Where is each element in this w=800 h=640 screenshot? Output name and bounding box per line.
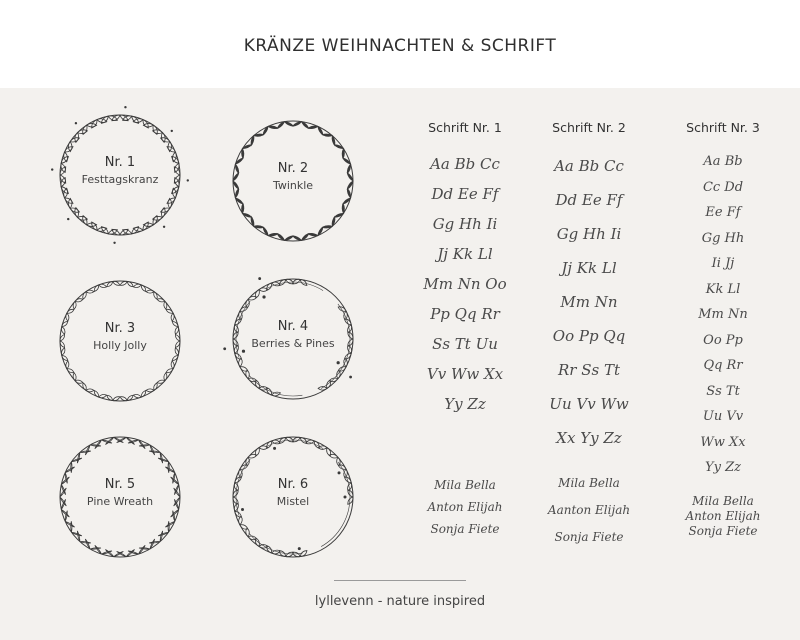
alphabet-line: Gg Hh Ii bbox=[432, 215, 498, 233]
leaf-icon bbox=[241, 203, 244, 213]
berry-icon bbox=[124, 106, 126, 108]
leaf-icon bbox=[248, 377, 258, 382]
leaf-icon bbox=[98, 394, 106, 399]
wreath-2-label bbox=[218, 160, 368, 194]
berry-icon bbox=[337, 361, 340, 364]
wreath-number: Nr. 1 bbox=[104, 155, 136, 170]
wreath-name: Festtagskranz bbox=[81, 173, 159, 186]
alphabet-line: Aa Bb Cc bbox=[430, 155, 500, 173]
berry-icon bbox=[163, 226, 165, 228]
name-sample: Sonja Fiete bbox=[688, 524, 758, 538]
wreath-name: Berries & Pines bbox=[251, 337, 335, 350]
leaf-icon bbox=[318, 387, 327, 391]
alphabet-line: Kk Ll bbox=[705, 281, 741, 297]
name-sample: Anton Elijah bbox=[685, 509, 761, 523]
font-header: Schrift Nr. 2 bbox=[552, 120, 626, 135]
alphabet-sample bbox=[400, 149, 530, 419]
wreath-number: Nr. 4 bbox=[277, 319, 309, 334]
alphabet-line: Ii Jj bbox=[711, 256, 735, 271]
name-sample: Anton Elijah bbox=[427, 500, 503, 514]
leaf-icon bbox=[153, 382, 159, 391]
alphabet-sample bbox=[524, 149, 654, 455]
alphabet-line: Mm Nn bbox=[698, 307, 748, 322]
header-band bbox=[0, 0, 800, 88]
leaf-icon bbox=[168, 462, 169, 473]
leaf-icon bbox=[71, 521, 72, 532]
alphabet-line: Gg Hh bbox=[701, 230, 745, 246]
name-samples-3 bbox=[648, 494, 798, 539]
leaf-icon bbox=[98, 283, 106, 288]
alphabet-line: Qq Rr bbox=[703, 358, 743, 373]
leaf-icon bbox=[308, 233, 318, 237]
name-sample: Mila Bella bbox=[692, 494, 754, 508]
alphabet-line: Gg Hh Ii bbox=[556, 225, 622, 243]
footer-tagline: lyllevenn - nature inspired bbox=[314, 594, 486, 609]
wreath-number: Nr. 3 bbox=[104, 321, 136, 336]
leaf-icon bbox=[86, 290, 94, 293]
wreath-name: Mistel bbox=[276, 495, 310, 508]
name-samples-2 bbox=[514, 470, 664, 551]
leaf-icon bbox=[90, 547, 101, 549]
alphabet-line: Yy Zz bbox=[705, 460, 741, 475]
berry-icon bbox=[349, 376, 352, 379]
font-column-1 bbox=[400, 120, 530, 419]
berry-icon bbox=[273, 447, 276, 450]
berry-icon bbox=[262, 295, 265, 298]
wreath-4-label bbox=[218, 318, 368, 352]
leaf-icon bbox=[75, 298, 83, 303]
wreath-number: Nr. 2 bbox=[277, 161, 309, 176]
wreath-1-label bbox=[45, 154, 195, 188]
leaf-icon bbox=[65, 361, 69, 369]
leaf-icon bbox=[268, 125, 278, 129]
wreath-5 bbox=[45, 422, 195, 572]
name-sample: Mila Bella bbox=[434, 478, 496, 492]
name-sample: Mila Bella bbox=[558, 476, 620, 490]
berry-icon bbox=[67, 218, 69, 220]
alphabet-line: Aa Bb bbox=[703, 154, 743, 169]
name-sample: Aanton Elijah bbox=[547, 503, 631, 517]
alphabet-line: Ss Tt Uu bbox=[432, 335, 498, 353]
wreath-name: Twinkle bbox=[272, 179, 314, 192]
leaf-icon bbox=[73, 301, 77, 309]
wreath-3 bbox=[45, 266, 195, 416]
wreath-name: Pine Wreath bbox=[86, 495, 154, 508]
wreath-4 bbox=[218, 264, 368, 414]
berry-icon bbox=[171, 130, 173, 132]
leaf-icon bbox=[250, 135, 255, 145]
leaf-icon bbox=[139, 444, 150, 446]
leaf-icon bbox=[248, 535, 258, 540]
berry-icon bbox=[298, 547, 301, 550]
wreath-1 bbox=[45, 100, 195, 250]
alphabet-line: Oo Pp Qq bbox=[552, 327, 626, 345]
footer-divider bbox=[334, 580, 466, 581]
leaf-icon bbox=[268, 233, 278, 237]
alphabet-line: Ww Xx bbox=[700, 434, 746, 450]
leaf-icon bbox=[342, 149, 345, 159]
wreath-6 bbox=[218, 422, 368, 572]
berry-icon bbox=[258, 277, 261, 280]
leaf-icon bbox=[331, 216, 336, 226]
alphabet-line: Cc Dd bbox=[702, 179, 744, 195]
leaf-icon bbox=[265, 282, 273, 291]
alphabet-line: Pp Qq Rr bbox=[430, 305, 500, 323]
font-column-2 bbox=[524, 120, 654, 455]
wreath-5-label bbox=[45, 476, 195, 510]
leaf-icon bbox=[171, 361, 175, 369]
leaf-icon bbox=[163, 301, 167, 309]
leaf-icon bbox=[163, 373, 167, 381]
font-header: Schrift Nr. 1 bbox=[428, 120, 502, 135]
alphabet-line: Dd Ee Ff bbox=[431, 185, 499, 203]
leaf-icon bbox=[157, 298, 165, 303]
leaf-icon bbox=[168, 521, 169, 532]
leaf-icon bbox=[90, 444, 101, 446]
alphabet-line: Ss Tt bbox=[706, 383, 740, 399]
leaf-icon bbox=[139, 547, 150, 549]
font-column-3 bbox=[658, 120, 788, 481]
alphabet-line: Oo Pp bbox=[703, 332, 743, 348]
leaf-icon bbox=[157, 379, 165, 384]
alphabet-line: Mm Nn Oo bbox=[423, 275, 507, 293]
leaf-icon bbox=[146, 290, 154, 293]
wreath-2 bbox=[218, 106, 368, 256]
leaf-icon bbox=[75, 379, 83, 384]
alphabet-line: Rr Ss Tt bbox=[557, 361, 620, 379]
name-sample: Sonja Fiete bbox=[554, 530, 624, 544]
berry-icon bbox=[75, 122, 77, 124]
leaf-icon bbox=[241, 149, 244, 159]
alphabet-line: Jj Kk Ll bbox=[437, 245, 493, 263]
leaf-icon bbox=[86, 389, 94, 392]
wreath-3-label bbox=[45, 320, 195, 354]
leaf-icon bbox=[329, 453, 339, 458]
alphabet-line: Aa Bb Cc bbox=[554, 157, 624, 175]
leaf-icon bbox=[82, 291, 88, 300]
wreath-6-label bbox=[218, 476, 368, 510]
alphabet-line: Mm Nn bbox=[560, 293, 618, 311]
wreath-number: Nr. 6 bbox=[277, 477, 309, 492]
alphabet-line: Yy Zz bbox=[444, 395, 486, 413]
leaf-icon bbox=[250, 216, 255, 226]
alphabet-line: Vv Ww Xx bbox=[426, 365, 504, 383]
wreath-name: Holly Jolly bbox=[93, 339, 147, 352]
leaf-icon bbox=[133, 283, 141, 288]
leaf-icon bbox=[308, 125, 318, 129]
leaf-icon bbox=[331, 135, 336, 145]
leaf-icon bbox=[146, 389, 154, 392]
alphabet-line: Dd Ee Ff bbox=[555, 191, 623, 209]
berry-icon bbox=[113, 242, 115, 244]
alphabet-line: Uu Vv bbox=[702, 409, 744, 424]
alphabet-line: Ee Ff bbox=[705, 205, 741, 220]
alphabet-line: Jj Kk Ll bbox=[561, 259, 617, 277]
font-header: Schrift Nr. 3 bbox=[686, 120, 760, 135]
leaf-icon bbox=[73, 373, 77, 381]
name-sample: Sonja Fiete bbox=[430, 522, 500, 536]
alphabet-line: Uu Vv Ww bbox=[549, 395, 629, 413]
berry-icon bbox=[338, 471, 341, 474]
leaf-icon bbox=[133, 394, 141, 399]
leaf-icon bbox=[71, 462, 72, 473]
leaf-icon bbox=[265, 440, 273, 449]
alphabet-line: Xx Yy Zz bbox=[556, 429, 622, 447]
wreath-number: Nr. 5 bbox=[104, 477, 136, 492]
leaf-icon bbox=[342, 203, 345, 213]
alphabet-sample bbox=[658, 149, 788, 481]
page-title: KRÄNZE WEIHNACHTEN & SCHRIFT bbox=[243, 36, 557, 56]
